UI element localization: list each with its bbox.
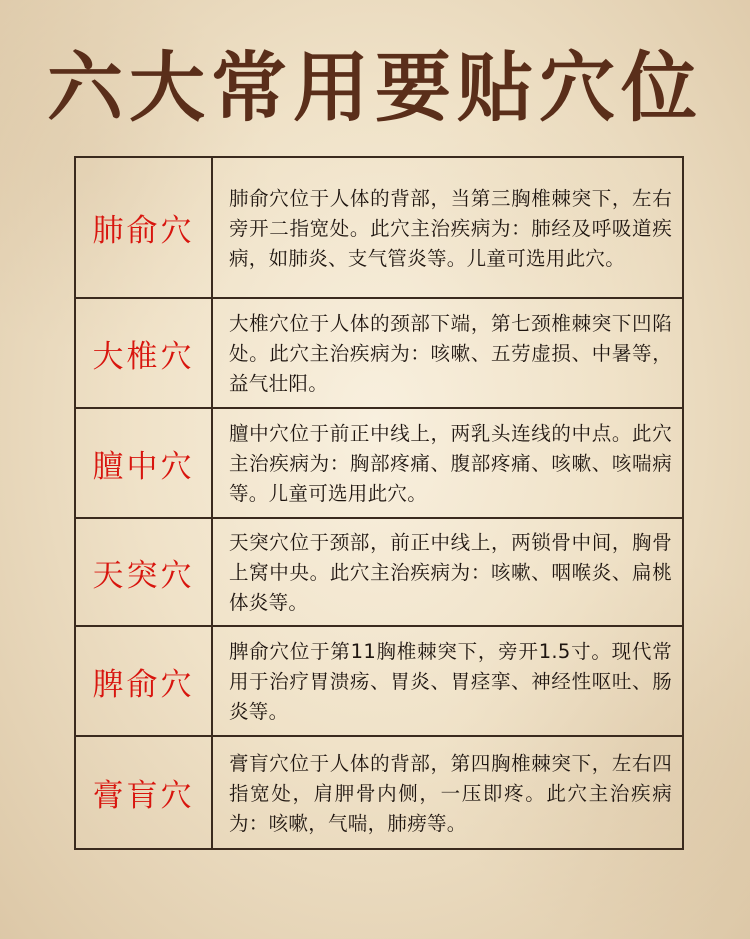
acupoint-name: 肺俞穴 — [92, 213, 195, 249]
acupoint-description: 脾俞穴位于第11胸椎棘突下，旁开1.5寸。现代常用于治疗胃溃疡、胃炎、胃痉挛、神经性呕吐、肠炎等。 — [229, 640, 672, 723]
table-row — [76, 625, 682, 735]
acupoint-description-cell — [213, 409, 682, 517]
acupoint-description-cell — [213, 737, 682, 848]
acupoint-description: 肺俞穴位于人体的背部，当第三胸椎棘突下，左右旁开二指宽处。此穴主治疾病为：肺经及呼吸道疾病，如肺炎、支气管炎等。儿童可选用此穴。 — [229, 186, 672, 270]
acupoint-name-cell — [76, 519, 213, 625]
acupoint-description-cell — [213, 519, 682, 625]
acupoint-name-cell — [76, 299, 213, 407]
acupoint-description: 膻中穴位于前正中线上，两乳头连线的中点。此穴主治疾病为：胸部疼痛、腹部疼痛、咳嗽、咳喘病等。儿童可选用此穴。 — [229, 422, 672, 505]
acupoint-name: 天突穴 — [92, 557, 195, 594]
acupoint-name-cell — [76, 627, 213, 735]
acupoint-description-cell — [213, 627, 682, 735]
table-row — [76, 735, 682, 848]
acupoint-description: 天突穴位于颈部，前正中线上，两锁骨中间，胸骨上窝中央。此穴主治疾病为：咳嗽、咽喉炎、扁桃体炎等。 — [229, 531, 672, 614]
acupoint-description-cell — [213, 299, 682, 407]
acupoint-name-cell — [76, 737, 213, 848]
acupoint-name-cell — [76, 158, 213, 297]
acupoint-name: 膻中穴 — [92, 448, 195, 485]
table-row — [76, 517, 682, 625]
acupoint-description: 膏肓穴位于人体的背部，第四胸椎棘突下，左右四指宽处，肩胛骨内侧，一压即疼。此穴主治疾病为：咳嗽，气喘，肺痨等。 — [229, 751, 672, 835]
page-title: 六大常用要贴穴位 — [47, 43, 703, 132]
table-row — [76, 297, 682, 407]
table-row — [76, 407, 682, 517]
acupoint-name: 脾俞穴 — [92, 666, 195, 703]
acupoint-table — [74, 156, 684, 850]
acupoint-name: 膏肓穴 — [92, 778, 195, 814]
acupoint-description-cell — [213, 158, 682, 297]
acupoint-description: 大椎穴位于人体的颈部下端，第七颈椎棘突下凹陷处。此穴主治疾病为：咳嗽、五劳虚损、中暑等，益气壮阳。 — [229, 312, 672, 395]
acupoint-name: 大椎穴 — [92, 338, 195, 375]
acupoint-name-cell — [76, 409, 213, 517]
table-row — [76, 158, 682, 297]
